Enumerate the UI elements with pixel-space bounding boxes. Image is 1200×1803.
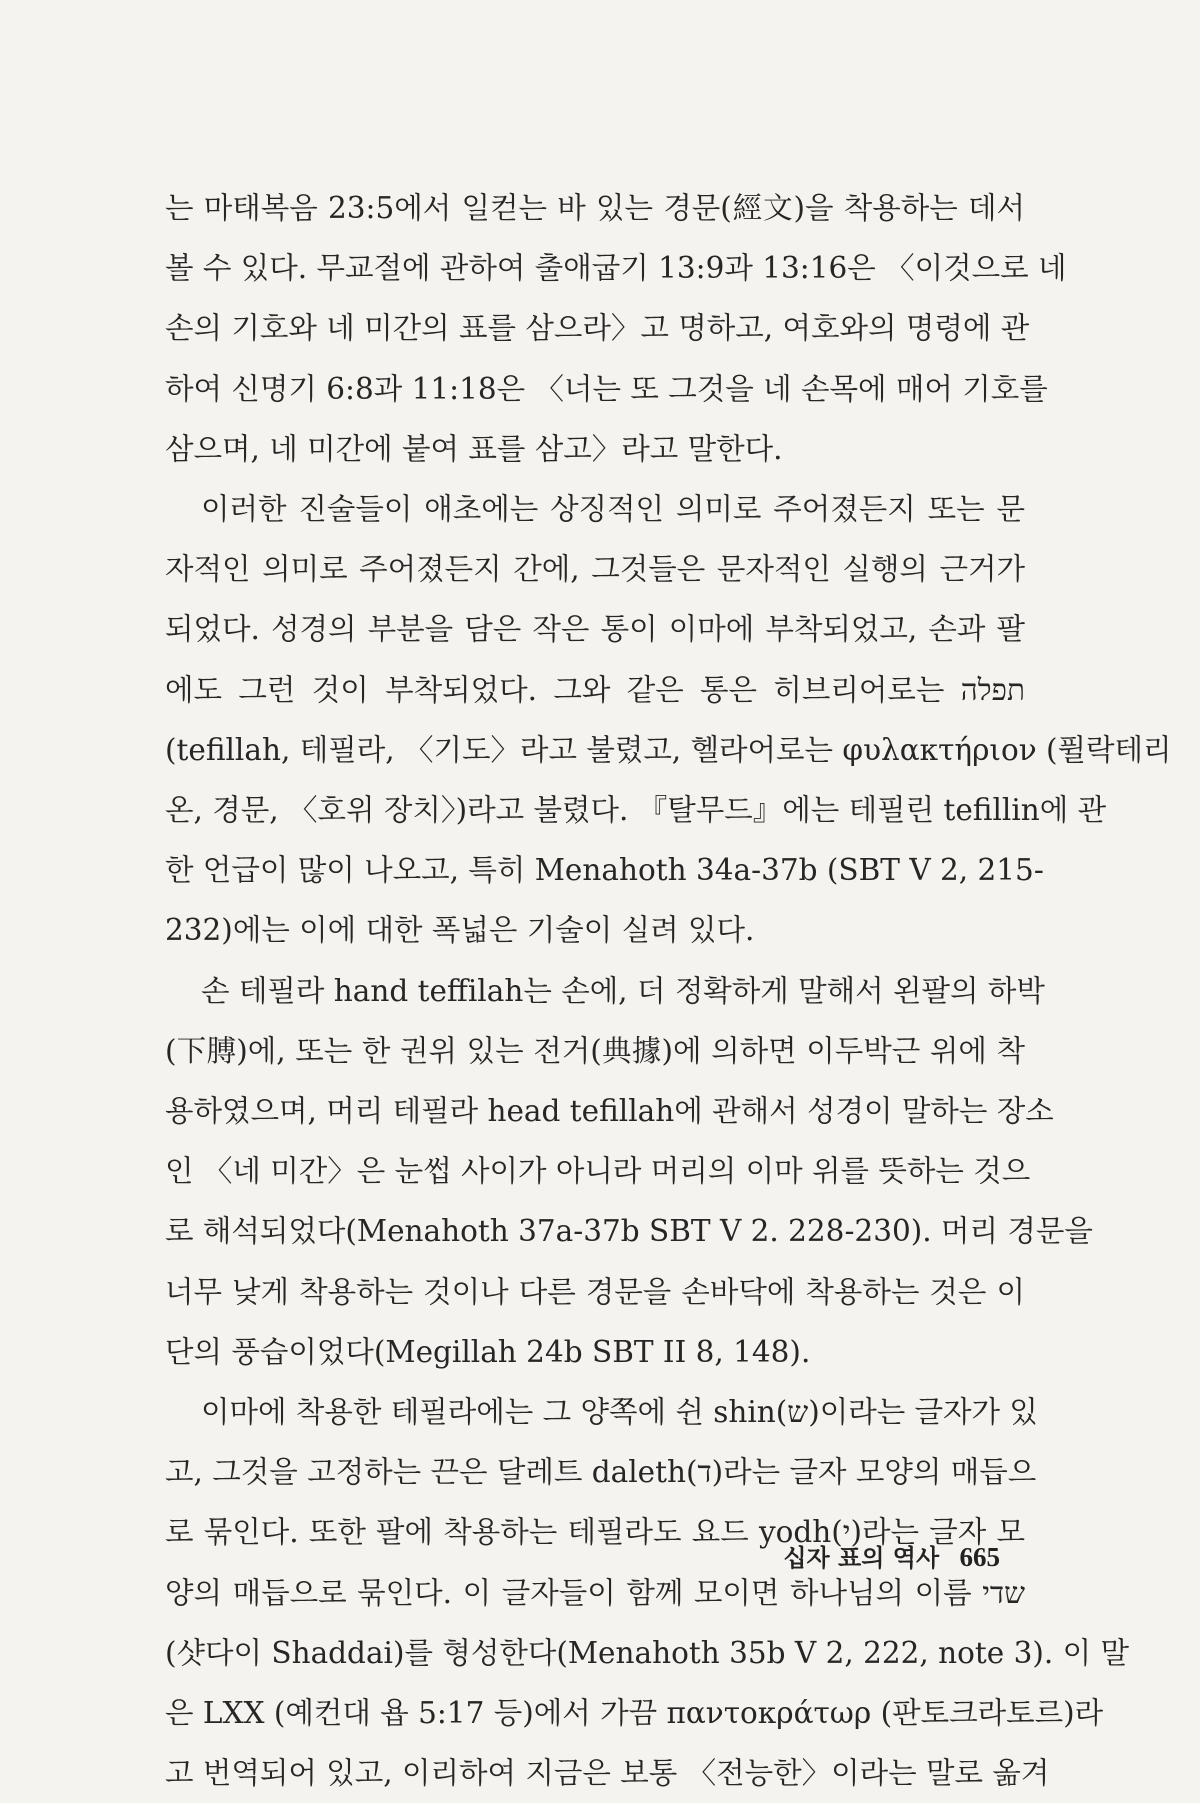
text-line: 232)에는 이에 대한 폭넓은 기술이 실려 있다. <box>165 913 755 948</box>
text-line: 이마에 착용한 테필라에는 그 양쪽에 쉰 shin(ש)이라는 글자가 있 <box>201 1395 1038 1430</box>
text-line: 로 묶인다. 또한 팔에 착용하는 테필라도 요드 yodh(י)라는 글자 모 <box>165 1515 1025 1550</box>
text-line: 고 번역되어 있고, 이리하여 지금은 보통 〈전능한〉이라는 말로 옮겨 <box>165 1756 1050 1791</box>
text-line: 양의 매듭으로 묶인다. 이 글자들이 함께 모이면 하나님의 이름 שדי <box>165 1575 1025 1610</box>
text-line: 온, 경문, 〈호위 장치〉)라고 불렸다. 『탈무드』에는 테필린 tefillin에 관 <box>165 793 1107 828</box>
text-line: 하여 신명기 6:8과 11:18은 〈너는 또 그것을 네 손목에 매어 기호를 <box>165 371 1048 406</box>
page-number: 665 <box>959 1542 1000 1572</box>
text-line: (下膊)에, 또는 한 권위 있는 전거(典據)에 의하면 이두박근 위에 착 <box>165 1033 1025 1068</box>
text-line: 인 〈네 미간〉은 눈썹 사이가 아니라 머리의 이마 위를 뜻하는 것으 <box>165 1154 1031 1189</box>
paragraph-4 <box>165 1382 1130 1803</box>
text-line: 한 언급이 많이 나오고, 특히 Menahoth 34a-37b (SBT V 2, 215- <box>165 853 1044 888</box>
text-line: 단의 풍습이었다(Megillah 24b SBT II 8, 148). <box>165 1334 811 1369</box>
text-line: (샷다이 Shaddai)를 형성한다(Menahoth 35b V 2, 222, note 3). 이 말 <box>165 1635 1130 1670</box>
running-head: 십자 표의 역사 <box>783 1544 940 1572</box>
text-line: (tefillah, 테필라, 〈기도〉라고 불렸고, 헬라어로는 φυλακτήριον (퓔락테리 <box>165 732 1172 767</box>
text-line: 로 해석되었다(Menahoth 37a-37b SBT V 2. 228-230). 머리 경문을 <box>165 1214 1093 1249</box>
text-line: 되었다. 성경의 부분을 담은 작은 통이 이마에 부착되었고, 손과 팔 <box>165 612 1025 647</box>
text-line: 너무 낮게 착용하는 것이나 다른 경문을 손바닥에 착용하는 것은 이 <box>165 1274 1025 1309</box>
text-line: 볼 수 있다. 무교절에 관하여 출애굽기 13:9과 13:16은 〈이것으로 네 <box>165 251 1067 286</box>
text-line: 손 테필라 hand teffilah는 손에, 더 정확하게 말해서 왼팔의 하박 <box>201 973 1045 1008</box>
text-line: 고, 그것을 고정하는 끈은 달레트 daleth(ד)라는 글자 모양의 매듭으 <box>165 1455 1037 1490</box>
paragraph-3 <box>165 961 1093 1382</box>
text-line: 용하였으며, 머리 테필라 head tefillah에 관해서 성경이 말하는 장소 <box>165 1094 1054 1129</box>
page-footer <box>783 1538 1000 1573</box>
paragraph-1 <box>165 178 1067 479</box>
paragraph-2 <box>165 479 1172 961</box>
text-line: 은 LXX (예컨대 욥 5:17 등)에서 가끔 παντοκράτωρ (판토크라토르)라 <box>165 1696 1104 1731</box>
text-line: 손의 기호와 네 미간의 표를 삼으라〉고 명하고, 여호와의 명령에 관 <box>165 311 1030 346</box>
text-line: 는 마태복음 23:5에서 일컫는 바 있는 경문(經文)을 착용하는 데서 <box>165 191 1025 225</box>
text-line: 이러한 진술들이 애초에는 상징적인 의미로 주어졌든지 또는 문 <box>201 492 1025 527</box>
text-line: 에도 그런 것이 부착되었다. 그와 같은 통은 히브리어로는 תפלה <box>165 672 1025 707</box>
text-line: 자적인 의미로 주어졌든지 간에, 그것들은 문자적인 실행의 근거가 <box>165 552 1025 587</box>
text-line: 삼으며, 네 미간에 붙여 표를 삼고〉라고 말한다. <box>165 431 783 466</box>
